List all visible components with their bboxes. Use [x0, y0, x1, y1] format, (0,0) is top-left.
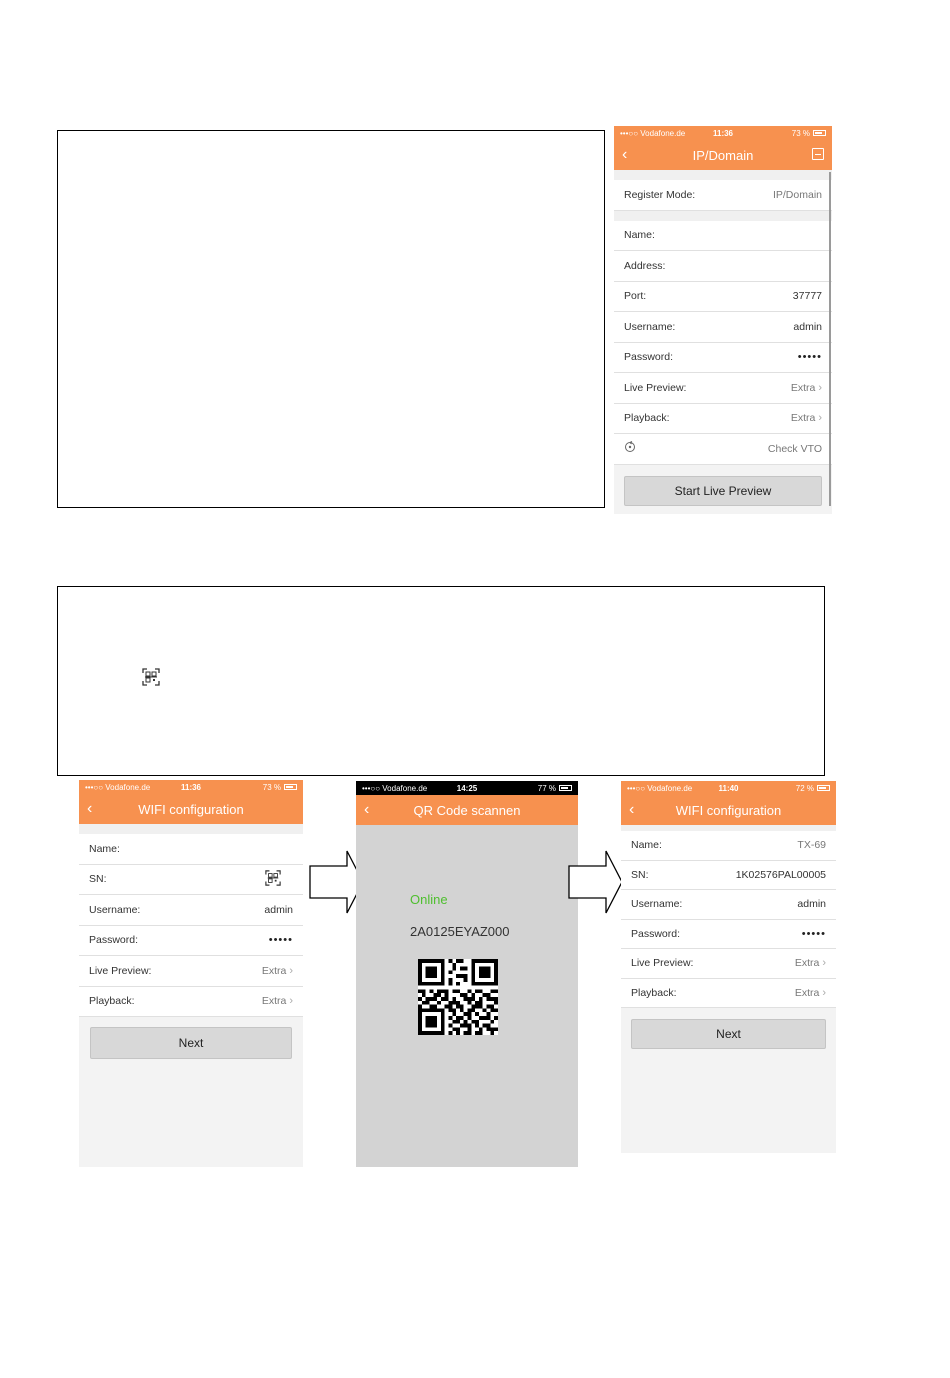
- start-live-preview-button[interactable]: Start Live Preview: [624, 476, 822, 506]
- playback-row[interactable]: [621, 979, 836, 1009]
- battery-status: [263, 783, 297, 792]
- check-vto-row[interactable]: [614, 434, 832, 465]
- password-value: •••••: [797, 351, 822, 364]
- port-row[interactable]: [614, 282, 832, 313]
- next-button[interactable]: Next: [631, 1019, 826, 1049]
- live-preview-value: Extra: [790, 381, 816, 394]
- battery-status: [538, 784, 572, 793]
- name-value: TX-69: [797, 839, 826, 852]
- battery-label: 73 %: [791, 128, 810, 138]
- text-box-middle: [57, 586, 825, 776]
- live-preview-row[interactable]: [79, 956, 303, 987]
- password-value: •••••: [268, 934, 293, 947]
- name-label: Name:: [631, 839, 662, 852]
- qr-scan-icon: [142, 668, 160, 691]
- status-time: 11:40: [718, 783, 739, 793]
- password-row[interactable]: [614, 343, 832, 374]
- live-preview-row[interactable]: [614, 373, 832, 404]
- section-gap: [79, 824, 303, 834]
- username-label: Username:: [89, 903, 141, 916]
- nav-bar: [356, 795, 578, 825]
- address-row[interactable]: [614, 251, 832, 282]
- battery-label: 77 %: [537, 783, 556, 793]
- text-box-top: [57, 130, 605, 508]
- online-status: Online: [410, 892, 448, 907]
- register-mode-value: IP/Domain: [772, 188, 822, 201]
- battery-label: 73 %: [262, 782, 281, 792]
- username-row[interactable]: [614, 312, 832, 343]
- carrier-label: •••○○ Vodafone.de: [627, 783, 693, 793]
- nav-bar: [614, 140, 832, 170]
- playback-label: Playback:: [624, 412, 670, 425]
- status-bar: [356, 781, 578, 795]
- battery-icon: [813, 130, 826, 136]
- chevron-right-icon: ›: [822, 957, 826, 970]
- scrollbar[interactable]: [829, 172, 831, 506]
- chevron-right-icon: ›: [289, 995, 293, 1008]
- playback-row[interactable]: [79, 987, 303, 1018]
- password-label: Password:: [624, 351, 674, 364]
- back-chevron-icon[interactable]: ‹: [622, 146, 628, 163]
- chevron-right-icon: ›: [289, 964, 293, 977]
- battery-icon: [817, 785, 830, 791]
- qr-scan-icon[interactable]: [265, 870, 281, 889]
- phone-qr-scan: [356, 781, 578, 1167]
- save-icon[interactable]: [812, 148, 824, 160]
- sn-label: SN:: [89, 873, 107, 886]
- username-value: admin: [797, 898, 826, 911]
- battery-status: [796, 784, 830, 793]
- username-label: Username:: [624, 320, 676, 333]
- password-value: •••••: [801, 927, 826, 940]
- port-value: 37777: [792, 290, 822, 303]
- status-time: 11:36: [712, 128, 734, 138]
- username-row[interactable]: [79, 895, 303, 926]
- back-chevron-icon[interactable]: ‹: [364, 801, 370, 818]
- playback-value: Extra: [790, 412, 816, 425]
- device-code: 2A0125EYAZ000: [410, 924, 510, 939]
- carrier-label: •••○○ Vodafone.de: [620, 128, 686, 138]
- page-title: WIFI configuration: [138, 801, 244, 817]
- live-preview-label: Live Preview:: [89, 964, 152, 977]
- name-row[interactable]: [79, 834, 303, 865]
- carrier-label: •••○○ Vodafone.de: [85, 782, 151, 792]
- back-chevron-icon[interactable]: ‹: [629, 801, 635, 818]
- battery-icon: [284, 784, 297, 790]
- address-label: Address:: [624, 259, 666, 272]
- nav-bar: [79, 794, 303, 824]
- next-button[interactable]: Next: [90, 1027, 292, 1059]
- back-chevron-icon[interactable]: ‹: [87, 800, 93, 817]
- chevron-right-icon: ›: [818, 412, 822, 425]
- status-time: 14:25: [456, 783, 478, 793]
- username-value: admin: [264, 903, 293, 916]
- password-label: Password:: [631, 927, 681, 940]
- page-title: WIFI configuration: [675, 802, 782, 818]
- phone-ip-domain: [614, 126, 832, 514]
- chevron-right-icon: ›: [818, 381, 822, 394]
- username-value: admin: [793, 320, 822, 333]
- name-row[interactable]: [614, 221, 832, 252]
- live-preview-label: Live Preview:: [624, 381, 687, 394]
- sn-value: 1K02576PAL00005: [735, 868, 826, 881]
- page-title: QR Code scannen: [413, 802, 521, 818]
- live-preview-value: Extra: [794, 957, 820, 970]
- live-preview-label: Live Preview:: [631, 957, 694, 970]
- name-label: Name:: [624, 229, 655, 242]
- live-preview-row[interactable]: [621, 949, 836, 979]
- playback-row[interactable]: [614, 404, 832, 435]
- battery-icon: [559, 785, 572, 791]
- section-gap: [614, 211, 832, 221]
- playback-value: Extra: [794, 986, 820, 999]
- check-vto-label: Check VTO: [767, 442, 822, 455]
- status-bar: [621, 781, 836, 795]
- nav-bar: [621, 795, 836, 825]
- carrier-label: •••○○ Vodafone.de: [362, 783, 428, 793]
- phone-wifi-config-empty: [79, 780, 303, 1167]
- register-mode-row[interactable]: [614, 180, 832, 211]
- qr-code-image: [418, 959, 498, 1035]
- refresh-icon: [624, 441, 768, 456]
- register-mode-label: Register Mode:: [624, 188, 696, 201]
- password-row[interactable]: [621, 920, 836, 950]
- arrow-right-icon: [568, 850, 624, 914]
- phone-wifi-config-filled: [621, 781, 836, 1153]
- port-label: Port:: [624, 290, 647, 303]
- battery-status: [792, 129, 826, 138]
- playback-label: Playback:: [89, 995, 135, 1008]
- username-row[interactable]: [621, 890, 836, 920]
- status-bar: [79, 780, 303, 794]
- sn-label: SN:: [631, 868, 649, 881]
- playback-label: Playback:: [631, 986, 677, 999]
- password-label: Password:: [89, 934, 139, 947]
- name-row[interactable]: [621, 831, 836, 861]
- page-title: IP/Domain: [692, 147, 754, 163]
- name-label: Name:: [89, 842, 120, 855]
- username-label: Username:: [631, 898, 683, 911]
- battery-label: 72 %: [795, 783, 814, 793]
- status-time: 11:36: [180, 782, 202, 792]
- status-bar: [614, 126, 832, 140]
- playback-value: Extra: [261, 995, 287, 1008]
- password-row[interactable]: [79, 926, 303, 957]
- sn-row[interactable]: [621, 861, 836, 891]
- sn-row[interactable]: [79, 865, 303, 896]
- chevron-right-icon: ›: [822, 986, 826, 999]
- live-preview-value: Extra: [261, 964, 287, 977]
- section-gap: [614, 170, 832, 180]
